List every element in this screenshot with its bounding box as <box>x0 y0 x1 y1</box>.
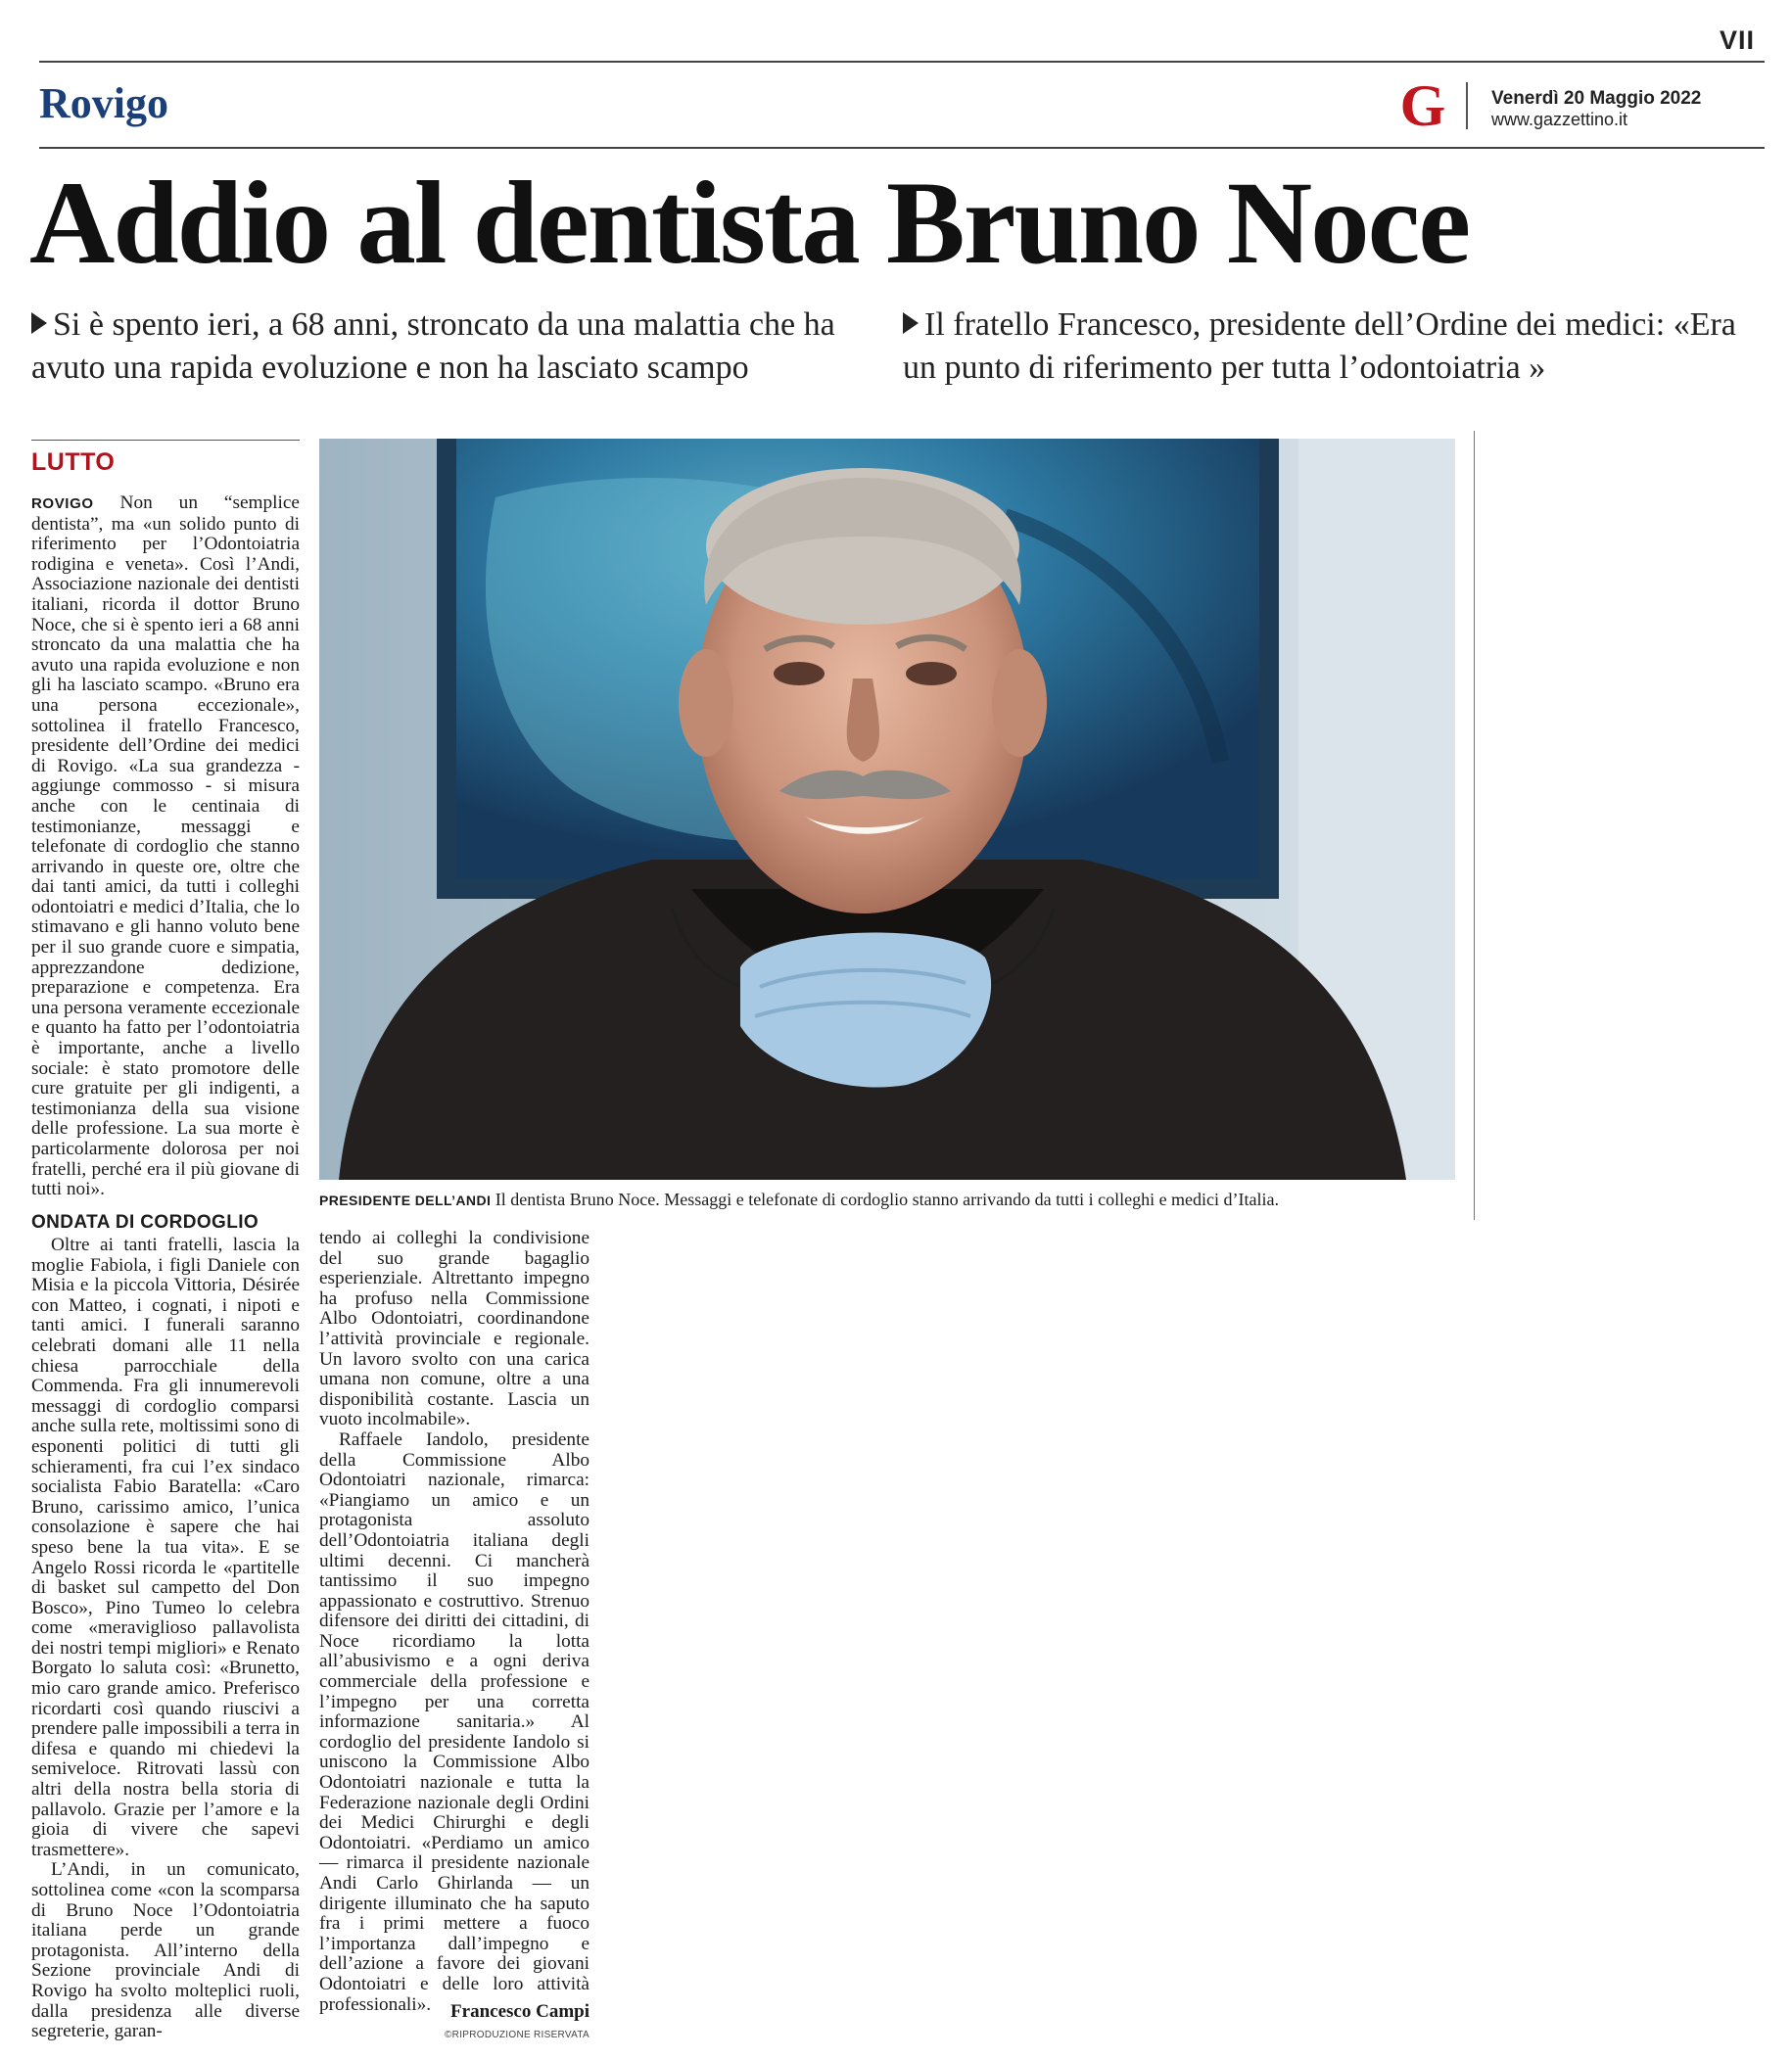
body-paragraph: L’Andi, in un comunicato, sottolinea come «con la scomparsa di Bruno Noce l’Odontoiatria italiana perde un grande protagonista. All’interno della Sezione provinciale Andi di Rovigo ha svolto molteplici ruoli, dalla presidenza alle diverse segreterie, garan- <box>31 1859 300 2042</box>
website-link[interactable]: www.gazzettino.it <box>1491 110 1628 129</box>
portrait-illustration <box>319 439 1455 1180</box>
article-column-1-lead <box>31 493 300 1200</box>
category-label: LUTTO <box>31 448 116 476</box>
body-paragraph: Oltre ai tanti fratelli, lascia la moglie Fabiola, i figli Daniele con Misia e la piccola Vittoria, Désirée con Matteo, i cognati, i nipoti e tanti amici. I funerali saranno celebrati domani alle 11 nella chiesa parrocchiale della Commenda. Fra gli innumerevoli messaggi di cordoglio comparsi anche sulla rete, moltissimi sono di esponenti politici di tutti gli schieramenti, fra cui l’ex sindaco socialista Fabio Baratella: «Caro Bruno, carissimo amico, l’unica consolazione è sapere che hai speso bene la tua vita». E se Angelo Rossi ricorda le «partitelle di basket sul campetto del Don Bosco», Pino Tumeo lo celebra come «meraviglioso pallavolista dei nostri tempi migliori» e Renato Borgato lo saluta così: «Brunetto, mio caro grande amico. Preferisco ricordarti così quando riuscivi a prendere palle impossibili a terra in difesa e quando mi chiedevi la semiveloce. Ritrovati lassù con altri della nostra bella storia di pallavolo. Grazie per l’amore e la gioia di vivere che sapevi trasmettere». <box>31 1235 300 1860</box>
issue-date: Venerdì 20 Maggio 2022 <box>1491 88 1702 109</box>
section-title: Rovigo <box>39 79 168 127</box>
caption-kicker: PRESIDENTE DELL’ANDI <box>319 1193 492 1208</box>
body-paragraph: Raffaele Iandolo, presidente della Commissione Albo Odontoiatri nazionale, rimarca: «Piangiamo un amico e un protagonista assoluto dell’Odontoiatria italiana degli ultimi decenni. Ci mancherà tantissimo il suo impegno appassionato e costruttivo. Strenuo difensore dei diritti dei cittadini, di Noce ricordiamo la lotta all’abusivismo e a ogni deriva commerciale della professione e l’impegno per una corretta informazione sanitaria.» Al cordoglio del presidente Iandolo si uniscono la Commissione Albo Odontoiatri nazionale e tutta la Federazione nazionale degli Ordini dei Medici Chirurghi e degli Odontoiatri. «Perdiamo un amico — rimarca il presidente nazionale Andi Carlo Ghirlanda — un dirigente illuminato che ha saputo fra i primi mettere a fuoco l’importanza dall’impegno e dell’azione a favore dei giovani Odontoiatri e delle loro attività professionali». <box>319 1428 589 2015</box>
header-rule <box>39 147 1765 149</box>
category-rule <box>31 440 300 441</box>
gazzettino-logo-icon <box>1396 76 1449 131</box>
subhead-left <box>31 304 889 390</box>
column-divider <box>1474 431 1475 1220</box>
logo-separator <box>1466 82 1468 129</box>
logo-letter: G <box>1399 76 1446 131</box>
subhead-right-text: Il fratello Francesco, presidente dell’Ordine dei medici: «Era un punto di riferimento per tutta l’odontoiatria » <box>903 306 1736 386</box>
bullet-triangle-icon <box>31 312 47 334</box>
subhead-left-text: Si è spento ieri, a 68 anni, stroncato da una malattia che ha avuto una rapida evoluzione e non ha lasciato scampo <box>31 306 835 386</box>
portrait-photo <box>319 439 1455 1180</box>
top-rule <box>39 61 1765 63</box>
headline: Addio al dentista Bruno Noce <box>29 158 1470 289</box>
copyright-notice: ©RIPRODUZIONE RISERVATA <box>445 2030 589 2040</box>
body-paragraph: tendo ai colleghi la condivisione del suo grande bagaglio esperienziale. Altrettanto impegno ha profuso nella Commissione Albo Odontoiatri, coordinandone l’attività provinciale e regionale. Un lavoro svolto con una carica umana non comune, oltre a una disponibilità costante. Lascia un vuoto incolmabile». <box>319 1228 589 1430</box>
subhead-right <box>903 304 1765 390</box>
photo-caption <box>319 1189 1455 1211</box>
article-column-1-body <box>31 1236 300 2042</box>
dateline: ROVIGO <box>31 495 94 512</box>
lead-paragraph <box>31 493 300 1200</box>
lead-text: Non un “semplice dentista”, ma «un solido punto di riferimento per l’Odontoiatria rodigina e veneta». Così l’Andi, Associazione nazionale dei dentisti italiani, ricorda il dottor Bruno Noce, che si è spento ieri a 68 anni stroncato da una malattia che ha avuto una rapida evoluzione e non gli ha lasciato scampo. «Bruno era una persona eccezionale», sottolinea il fratello Francesco, presidente dell’Ordine dei medici di Rovigo. «La sua grandezza - aggiunge commosso - si misura anche con le centinaia di testimonianze, messaggi e telefonate di cordoglio che stanno arrivando in queste ore, oltre che dai tanti amici, da tutti i colleghi odontoiatri e medici d’Italia, che lo stimavano e gli hanno voluto bene per il suo grande cuore e simpatia, apprezzandone dedizione, preparazione e competenza. Era una persona veramente eccezionale e quanto ha fatto per l’odontoiatria è importante, anche a livello sociale: è stato promotore delle cure gratuite per gli indigenti, a testimonianza della sua visione delle professione. La sua morte è particolarmente dolorosa per noi fratelli, perché era il più giovane di tutti noi». <box>31 492 300 1200</box>
bullet-triangle-icon <box>903 312 919 334</box>
page-number: VII <box>1719 25 1755 55</box>
byline: Francesco Campi <box>450 2001 589 2022</box>
caption-text: Il dentista Bruno Noce. Messaggi e telefonate di cordoglio stanno arrivando da tutti i colleghi e medici d’Italia. <box>495 1190 1280 1209</box>
section-subhead: ONDATA DI CORDOGLIO <box>31 1212 259 1233</box>
article-column-2 <box>319 1229 589 2015</box>
